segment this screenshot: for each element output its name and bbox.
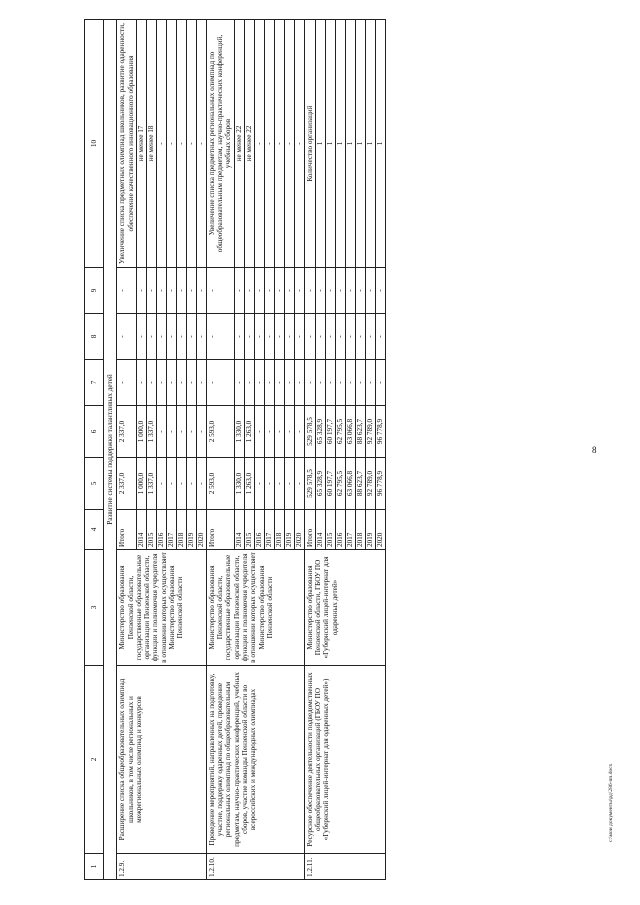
year-amount: 62 795,5	[335, 458, 345, 510]
column-header-8: 8	[85, 314, 104, 360]
year-regional-budget: -	[284, 406, 294, 458]
year-col8: -	[315, 314, 325, 360]
year-col9: -	[375, 268, 385, 314]
year-cell: 2018	[355, 510, 365, 550]
year-amount: -	[196, 458, 206, 510]
year-col9: -	[294, 268, 304, 314]
total-col8: -	[206, 314, 234, 360]
footer-file-path: c:\мои документы\рд\286-пп.docx	[608, 763, 614, 842]
year-amount: 1 337,0	[146, 458, 156, 510]
year-regional-budget: -	[166, 406, 176, 458]
year-col7: -	[156, 360, 166, 406]
year-col8: -	[325, 314, 335, 360]
year-col8: -	[244, 314, 254, 360]
year-col8: -	[136, 314, 146, 360]
year-col9: -	[234, 268, 244, 314]
year-cell: 2017	[345, 510, 355, 550]
program-activities-table	[84, 19, 386, 880]
year-col9: -	[156, 268, 166, 314]
year-indicator: -	[274, 20, 284, 268]
year-cell: 2015	[325, 510, 335, 550]
year-col9: -	[186, 268, 196, 314]
activity-number: 1.2.11.	[304, 854, 385, 880]
year-regional-budget: -	[294, 406, 304, 458]
year-col8: -	[294, 314, 304, 360]
year-col7: -	[264, 360, 274, 406]
year-regional-budget: -	[176, 406, 186, 458]
year-col7: -	[176, 360, 186, 406]
year-regional-budget: 92 789,0	[365, 406, 375, 458]
year-col8: -	[365, 314, 375, 360]
year-col9: -	[166, 268, 176, 314]
year-indicator: 1	[375, 20, 385, 268]
activity-result: Увеличение списка предметных региональных олимпиад по общеобразовательным предметам, научно-практических конференций, учебных сборов	[206, 20, 234, 268]
year-amount: -	[176, 458, 186, 510]
year-regional-budget: -	[196, 406, 206, 458]
year-col7: -	[186, 360, 196, 406]
year-amount: 88 623,7	[355, 458, 365, 510]
year-col9: -	[345, 268, 355, 314]
year-col9: -	[325, 268, 335, 314]
activity-number: 1.2.10.	[206, 854, 304, 880]
year-cell: 2014	[136, 510, 146, 550]
total-label: Итого	[304, 510, 315, 550]
table-body	[104, 20, 386, 880]
year-col9: -	[335, 268, 345, 314]
year-amount: 1 263,0	[244, 458, 254, 510]
year-col8: -	[254, 314, 264, 360]
year-cell: 2016	[254, 510, 264, 550]
year-col9: -	[274, 268, 284, 314]
activity-executor: Министерство образования Пензенской области, государственные образовательные организации Пензенской области, функции и полномочия учредителя в отношении которых осуществляет Министерство образования Пензенской области	[206, 550, 304, 666]
year-amount: -	[284, 458, 294, 510]
year-cell: 2018	[274, 510, 284, 550]
year-indicator: -	[196, 20, 206, 268]
year-col7: -	[335, 360, 345, 406]
year-col9: -	[254, 268, 264, 314]
year-col9: -	[146, 268, 156, 314]
total-label: Итого	[117, 510, 137, 550]
total-col9: -	[206, 268, 234, 314]
column-header-9: 9	[85, 268, 104, 314]
year-indicator: 1	[365, 20, 375, 268]
year-cell: 2017	[166, 510, 176, 550]
year-col8: -	[274, 314, 284, 360]
year-cell: 2019	[186, 510, 196, 550]
year-indicator: 1	[335, 20, 345, 268]
year-cell: 2015	[244, 510, 254, 550]
year-col7: -	[254, 360, 264, 406]
year-indicator: -	[156, 20, 166, 268]
year-col9: -	[136, 268, 146, 314]
total-col9: -	[304, 268, 315, 314]
year-amount: -	[264, 458, 274, 510]
year-col9: -	[264, 268, 274, 314]
year-col7: -	[234, 360, 244, 406]
activity-executor: Министерство образования Пензенской области, государственные образовательные организации Пензенской области, функции и полномочия учредителя в отношении которых осуществляет Министерство образования Пензенской области	[117, 550, 207, 666]
year-col7: -	[325, 360, 335, 406]
total-regional-budget: 2 593,0	[206, 406, 234, 458]
year-cell: 2019	[284, 510, 294, 550]
year-cell: 2020	[375, 510, 385, 550]
year-amount: 1 000,0	[136, 458, 146, 510]
year-indicator: -	[254, 20, 264, 268]
year-amount: -	[294, 458, 304, 510]
year-indicator: 1	[355, 20, 365, 268]
year-amount: 1 330,0	[234, 458, 244, 510]
year-indicator: -	[284, 20, 294, 268]
table-header	[85, 20, 104, 880]
year-col7: -	[294, 360, 304, 406]
year-col8: -	[146, 314, 156, 360]
year-regional-budget: 1 337,0	[146, 406, 156, 458]
section-title: Развитие системы поддержки талантливых детей	[104, 20, 117, 880]
total-col7: -	[304, 360, 315, 406]
total-amount: 2 593,0	[206, 458, 234, 510]
year-amount: -	[274, 458, 284, 510]
column-header-2: 2	[85, 666, 104, 854]
total-amount: 529 578,5	[304, 458, 315, 510]
year-indicator: 1	[325, 20, 335, 268]
year-regional-budget: 1 263,0	[244, 406, 254, 458]
column-header-10: 10	[85, 20, 104, 268]
year-col9: -	[365, 268, 375, 314]
year-col9: -	[176, 268, 186, 314]
year-indicator: -	[294, 20, 304, 268]
activity-row	[304, 20, 315, 880]
year-regional-budget: 65 328,9	[315, 406, 325, 458]
year-regional-budget: 63 066,8	[345, 406, 355, 458]
year-amount: -	[254, 458, 264, 510]
year-amount: 60 197,7	[325, 458, 335, 510]
page-number: 8	[592, 445, 597, 455]
year-indicator: -	[166, 20, 176, 268]
year-indicator: 1	[315, 20, 325, 268]
activity-row	[206, 20, 234, 880]
year-col7: -	[166, 360, 176, 406]
year-cell: 2016	[335, 510, 345, 550]
year-indicator: -	[264, 20, 274, 268]
activity-name: Ресурсное обеспечение деятельности подведомственных общеобразовательных организаций (ГБОУ ПО «Губернский лицей-интернат для одаренных детей»)	[304, 666, 385, 854]
year-indicator: не менее 18	[146, 20, 156, 268]
column-header-3: 3	[85, 550, 104, 666]
year-cell: 2017	[264, 510, 274, 550]
column-header-7: 7	[85, 360, 104, 406]
activity-executor: Министерство образования Пензенской области, ГБОУ ПО «Губернский лицей-интернат для одаренных детей»	[304, 550, 385, 666]
year-col8: -	[186, 314, 196, 360]
year-col7: -	[136, 360, 146, 406]
activity-result: Количество организаций	[304, 20, 315, 268]
year-col8: -	[176, 314, 186, 360]
column-header-4: 4	[85, 510, 104, 550]
year-regional-budget: 60 197,7	[325, 406, 335, 458]
year-indicator: 1	[345, 20, 355, 268]
year-regional-budget: 1 330,0	[234, 406, 244, 458]
total-label: Итого	[206, 510, 234, 550]
year-col7: -	[345, 360, 355, 406]
year-col7: -	[355, 360, 365, 406]
year-indicator: не менее 22	[244, 20, 254, 268]
year-indicator: -	[186, 20, 196, 268]
total-col8: -	[304, 314, 315, 360]
section-row	[104, 20, 117, 880]
year-amount: -	[186, 458, 196, 510]
year-regional-budget: -	[156, 406, 166, 458]
year-col7: -	[146, 360, 156, 406]
year-amount: -	[156, 458, 166, 510]
total-regional-budget: 2 337,0	[117, 406, 137, 458]
year-col7: -	[244, 360, 254, 406]
column-header-6: 6	[85, 406, 104, 458]
year-cell: 2014	[234, 510, 244, 550]
total-col9: -	[117, 268, 137, 314]
year-cell: 2016	[156, 510, 166, 550]
activity-name: Расширение списка общеобразовательных олимпиад школьников, в том числе региональных и межрегиональных олимпиад и конкурсов	[117, 666, 207, 854]
year-col8: -	[196, 314, 206, 360]
year-regional-budget: -	[254, 406, 264, 458]
rotated-table-container	[84, 20, 604, 880]
total-col7: -	[206, 360, 234, 406]
year-col8: -	[234, 314, 244, 360]
year-cell: 2014	[315, 510, 325, 550]
column-header-5: 5	[85, 458, 104, 510]
year-col9: -	[315, 268, 325, 314]
year-amount: 96 778,9	[375, 458, 385, 510]
year-regional-budget: 62 795,5	[335, 406, 345, 458]
year-col7: -	[375, 360, 385, 406]
column-number-row	[85, 20, 104, 880]
year-col8: -	[156, 314, 166, 360]
year-regional-budget: 88 623,7	[355, 406, 365, 458]
activity-row	[117, 20, 137, 880]
total-regional-budget: 529 578,5	[304, 406, 315, 458]
total-col8: -	[117, 314, 137, 360]
total-col7: -	[117, 360, 137, 406]
activity-number: 1.2.9.	[117, 854, 207, 880]
year-cell: 2019	[365, 510, 375, 550]
year-col7: -	[365, 360, 375, 406]
activity-name: Проведение мероприятий, направленных на подготовку, участие, поддержку одаренных детей, проведение региональных олимпиад по общеобразовательным предметам, научно-практических конференций, учебных сборов, участие команды Пензенской области во всероссийских и международных олимпиадах	[206, 666, 304, 854]
year-indicator: не менее 17	[136, 20, 146, 268]
year-indicator: -	[176, 20, 186, 268]
activity-result: Увеличение списка предметных олимпиад школьников, развитие одаренности, обеспечение качественного инновационного образования	[117, 20, 137, 268]
year-col8: -	[166, 314, 176, 360]
year-regional-budget: -	[186, 406, 196, 458]
year-regional-budget: -	[274, 406, 284, 458]
year-col8: -	[345, 314, 355, 360]
year-col8: -	[335, 314, 345, 360]
year-cell: 2018	[176, 510, 186, 550]
year-cell: 2020	[294, 510, 304, 550]
year-amount: -	[166, 458, 176, 510]
year-col8: -	[375, 314, 385, 360]
year-col9: -	[284, 268, 294, 314]
year-amount: 92 789,0	[365, 458, 375, 510]
year-regional-budget: -	[264, 406, 274, 458]
total-amount: 2 337,0	[117, 458, 137, 510]
year-regional-budget: 96 778,9	[375, 406, 385, 458]
year-col7: -	[315, 360, 325, 406]
year-cell: 2020	[196, 510, 206, 550]
year-col9: -	[196, 268, 206, 314]
year-col7: -	[274, 360, 284, 406]
year-col8: -	[355, 314, 365, 360]
year-col8: -	[264, 314, 274, 360]
year-col9: -	[355, 268, 365, 314]
year-col7: -	[284, 360, 294, 406]
year-indicator: не менее 22	[234, 20, 244, 268]
column-header-1: 1	[85, 854, 104, 880]
year-amount: 65 328,9	[315, 458, 325, 510]
year-col7: -	[196, 360, 206, 406]
year-col9: -	[244, 268, 254, 314]
year-amount: 63 066,8	[345, 458, 355, 510]
year-cell: 2015	[146, 510, 156, 550]
year-col8: -	[284, 314, 294, 360]
year-regional-budget: 1 000,0	[136, 406, 146, 458]
